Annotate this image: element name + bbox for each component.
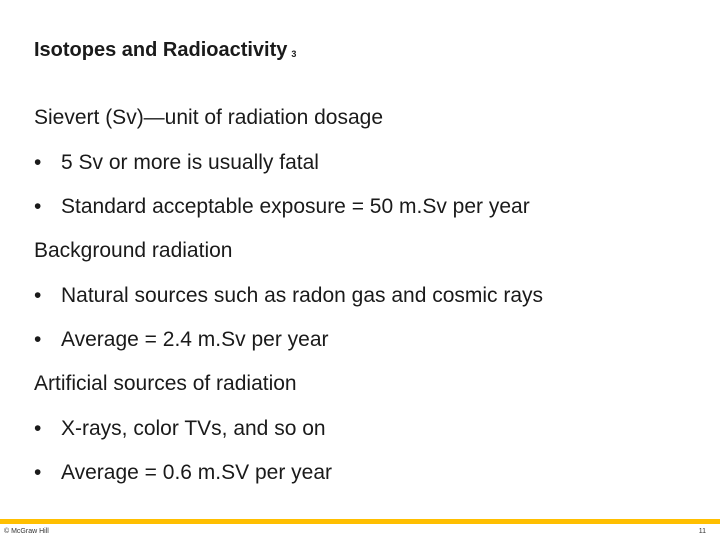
bullet-item (34, 459, 694, 487)
bullet-dot-icon: • (34, 417, 42, 440)
bullet-text: 5 Sv or more is usually fatal (61, 151, 319, 174)
bullet-text: Natural sources such as radon gas and cosmic rays (61, 284, 544, 307)
bullet-item (34, 149, 694, 177)
footer-page-number: 11 (698, 528, 706, 535)
bullet-dot-icon: • (34, 151, 42, 174)
bullet-text: X-rays, color TVs, and so on (61, 417, 326, 440)
bullet-dot-icon: • (34, 328, 42, 351)
bullet-item (34, 415, 694, 443)
bullet-dot-icon: • (34, 195, 42, 218)
bullet-text: Average = 0.6 m.SV per year (61, 461, 333, 484)
footer-copyright: © McGraw Hill (4, 528, 49, 535)
section-heading-artificial: Artificial sources of radiation (34, 372, 297, 395)
bullet-text: Standard acceptable exposure = 50 m.Sv per year (61, 195, 530, 218)
bullet-item (34, 282, 694, 310)
section-heading-background: Background radiation (34, 239, 233, 262)
bullet-item (34, 193, 694, 221)
bullet-item (34, 326, 694, 354)
slide-content (34, 104, 694, 487)
bullet-dot-icon: • (34, 284, 42, 307)
bullet-dot-icon: • (34, 461, 42, 484)
slide-title-suffix: 3 (291, 49, 297, 59)
section-heading-sievert: Sievert (Sv)—unit of radiation dosage (34, 106, 384, 129)
slide-title-text: Isotopes and Radioactivity (34, 39, 288, 61)
footer-accent-bar (0, 519, 720, 524)
bullet-text: Average = 2.4 m.Sv per year (61, 328, 329, 351)
slide-title (34, 39, 296, 62)
